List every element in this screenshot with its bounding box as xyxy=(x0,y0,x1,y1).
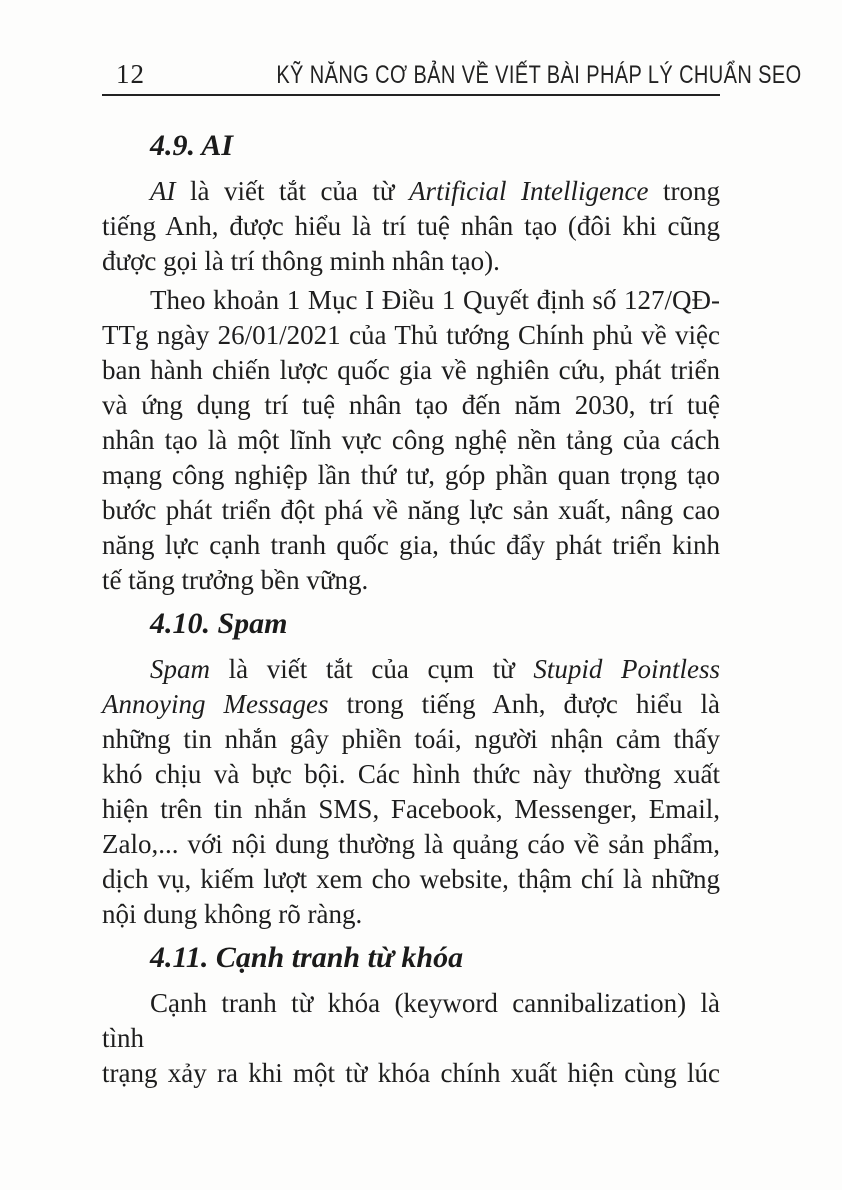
body-text: khó chịu và bực bội. Các hình thức này thường xuất xyxy=(102,759,720,789)
body-text: những tin nhắn gây phiền toái, người nhận cảm thấy xyxy=(102,724,720,754)
running-head-title: KỸ NĂNG CƠ BẢN VỀ VIẾT BÀI PHÁP LÝ CHUẨN SEO xyxy=(276,61,802,89)
text-line xyxy=(102,353,720,388)
text-line xyxy=(102,423,720,458)
text-line xyxy=(102,1056,720,1091)
body-text: Zalo,... với nội dung thường là quảng cáo về sản phẩm, xyxy=(102,829,720,859)
text-line xyxy=(102,862,720,897)
italic-text: Spam xyxy=(150,654,210,684)
body-text: ban hành chiến lược quốc gia về nghiên cứu, phát triển xyxy=(102,355,720,385)
body-text: trong tiếng Anh, được hiểu là xyxy=(328,689,720,719)
text-line xyxy=(102,528,720,563)
page-header xyxy=(102,59,802,96)
paragraph xyxy=(102,652,720,932)
body-text: trạng xảy ra khi một từ khóa chính xuất hiện cùng lúc xyxy=(102,1058,720,1088)
body-text: mạng công nghiệp lần thứ tư, góp phần quan trọng tạo xyxy=(102,460,720,490)
text-line xyxy=(102,283,720,318)
section-heading: 4.10. Spam xyxy=(150,607,288,640)
text-line xyxy=(102,652,720,687)
paragraph xyxy=(102,986,720,1091)
text-line xyxy=(102,318,720,353)
text-line xyxy=(102,458,720,493)
text-line xyxy=(102,174,720,209)
italic-text: AI xyxy=(150,176,176,206)
body-text: Theo khoản 1 Mục I Điều 1 Quyết định số 127/QĐ- xyxy=(150,285,720,315)
body-text: nhân tạo là một lĩnh vực công nghệ nền tảng của cách xyxy=(102,425,720,455)
text-line xyxy=(102,388,720,423)
paragraph xyxy=(102,174,720,279)
body-text: hiện trên tin nhắn SMS, Facebook, Messenger, Email, xyxy=(102,794,720,824)
section-heading: 4.11. Cạnh tranh từ khóa xyxy=(150,941,464,974)
body-text: Cạnh tranh từ khóa (keyword cannibalization) là tình xyxy=(102,988,720,1053)
italic-text: Artificial Intelligence xyxy=(409,176,649,206)
body-text: trong xyxy=(648,176,720,206)
text-line xyxy=(102,792,720,827)
content-sections xyxy=(102,120,720,1091)
italic-text: Stupid Pointless xyxy=(533,654,720,684)
text-line xyxy=(102,244,720,279)
text-line xyxy=(102,209,720,244)
text-line xyxy=(102,722,720,757)
body-text: dịch vụ, kiếm lượt xem cho website, thậm chí là những xyxy=(102,864,720,894)
body-text: được gọi là trí thông minh nhân tạo). xyxy=(102,246,500,276)
text-line xyxy=(102,493,720,528)
italic-text: Annoying Messages xyxy=(102,689,329,719)
body-text: năng lực cạnh tranh quốc gia, thúc đẩy phát triển kinh xyxy=(102,530,720,560)
text-line xyxy=(102,757,720,792)
body-text: là viết tắt của từ xyxy=(175,176,410,206)
content-column xyxy=(102,0,802,1091)
body-text: bước phát triển đột phá về năng lực sản xuất, nâng cao xyxy=(102,495,720,525)
body-text: tiếng Anh, được hiểu là trí tuệ nhân tạo (đôi khi cũng xyxy=(102,211,720,241)
body-text: là viết tắt của cụm từ xyxy=(210,654,534,684)
body-text: tế tăng trưởng bền vững. xyxy=(102,565,369,595)
paragraph xyxy=(102,283,720,598)
body-text: nội dung không rõ ràng. xyxy=(102,899,363,929)
text-line xyxy=(102,827,720,862)
section-heading: 4.9. AI xyxy=(150,129,234,162)
text-line xyxy=(102,563,720,598)
page-number: 12 xyxy=(116,59,145,89)
text-line xyxy=(102,986,720,1056)
text-line xyxy=(102,897,720,932)
text-line xyxy=(102,687,720,722)
body-text: và ứng dụng trí tuệ nhân tạo đến năm 2030, trí tuệ xyxy=(102,390,720,420)
body-text: TTg ngày 26/01/2021 của Thủ tướng Chính phủ về việc xyxy=(102,320,720,350)
